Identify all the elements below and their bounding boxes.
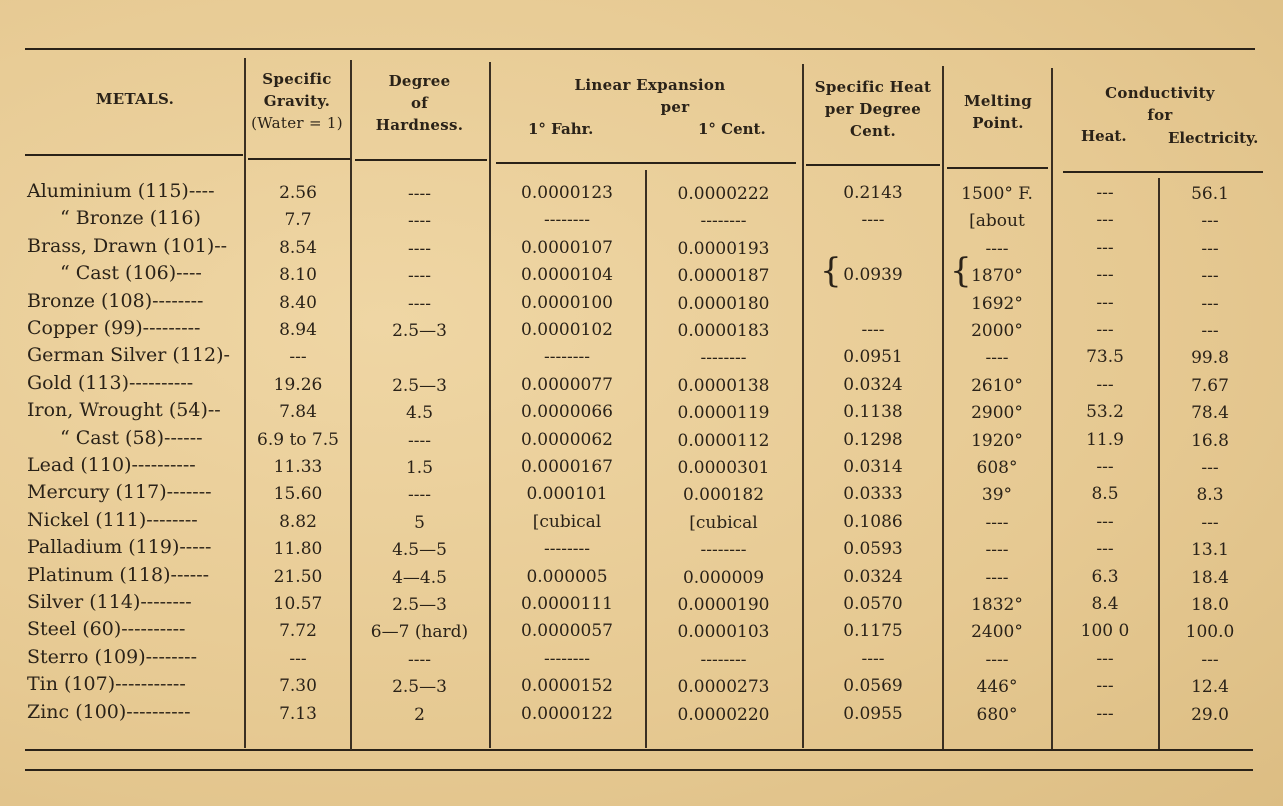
cond-electricity-cell: --- [1201, 294, 1219, 314]
specific-heat-cell [806, 290, 940, 317]
header-specific-heat [806, 76, 940, 142]
gravity-cell: 7.13 [279, 704, 317, 724]
metal-name-cell: “ Bronze (116) [60, 207, 201, 229]
header-hardness-line-2: of [410, 94, 429, 112]
expansion-fahr-cell: 0.0000062 [521, 430, 613, 450]
hardness-cell: ---- [408, 184, 431, 204]
specific-heat-cell: 0.0593 [843, 539, 903, 559]
header-heat-line-1: Specific Heat [814, 78, 932, 96]
header-gravity-line-3: (Water = 1) [251, 114, 343, 132]
gravity-cell: 8.10 [279, 265, 317, 285]
header-conductivity-line-2: for [1147, 106, 1173, 124]
gravity-cell: 7.30 [279, 676, 317, 696]
melting-point-cell: ---- [985, 239, 1009, 259]
expansion-cent-cell: 0.0000180 [677, 294, 770, 314]
melting-point-cell: 1500° F. [961, 184, 1033, 204]
hardness-cell: 2.5—3 [392, 376, 447, 396]
gravity-cell: 10.57 [273, 594, 323, 614]
header-heat-line-2: per Degree [824, 100, 922, 118]
gravity-cell: 8.94 [279, 320, 317, 340]
metal-name-cell: Mercury (117)------- [27, 481, 212, 503]
col-divider-1 [244, 58, 246, 748]
cond-heat-cell: 8.5 [1091, 484, 1119, 504]
header-gravity-line-2: Gravity. [263, 92, 331, 110]
header-rule-heat [806, 164, 940, 166]
header-melting-line-2: Point. [972, 114, 1024, 132]
header-rule-expansion [496, 162, 796, 164]
specific-heat-cell: 0.1298 [843, 430, 903, 450]
cond-heat-cell: 8.4 [1091, 594, 1119, 614]
cond-electricity-cell: 100.0 [1185, 622, 1235, 642]
specific-heat-cell: ---- [861, 210, 885, 230]
header-hardness-line-1: Degree [388, 72, 451, 90]
gravity-cell: 2.56 [279, 183, 317, 203]
brace-specific-heat: { [820, 251, 842, 291]
header-expansion [500, 74, 800, 118]
gravity-cell: 19.26 [273, 375, 323, 395]
gravity-cell: --- [289, 649, 307, 669]
cond-electricity-cell: --- [1201, 513, 1219, 533]
bottom-rule [25, 749, 1253, 751]
specific-heat-cell: 0.0939 [843, 265, 903, 285]
header-rule-hardness [355, 159, 487, 161]
hardness-cell: 5 [414, 513, 425, 533]
expansion-cent-cell: 0.0000103 [677, 622, 770, 642]
melting-point-cell: 1920° [971, 431, 1023, 451]
expansion-cent-cell: -------- [700, 348, 747, 368]
header-rule-gravity [248, 158, 350, 160]
metal-name-cell: Aluminium (115)---- [27, 180, 215, 202]
specific-heat-cell: 0.1138 [843, 402, 903, 422]
specific-heat-cell: 0.0570 [843, 594, 903, 614]
expansion-fahr-cell: 0.0000111 [521, 594, 613, 614]
header-metals-label: METALS. [95, 90, 175, 108]
melting-point-cell: 2000° [971, 321, 1023, 341]
metal-name-cell: Iron, Wrought (54)-- [27, 399, 221, 421]
melting-point-cell: 608° [976, 458, 1018, 478]
cond-heat-cell: 11.9 [1086, 430, 1124, 450]
expansion-fahr-cell: -------- [544, 539, 590, 559]
melting-point-cell: ---- [985, 540, 1009, 560]
hardness-cell: 1.5 [405, 458, 434, 478]
gravity-cell: 8.54 [279, 238, 317, 258]
hardness-cell [352, 345, 487, 372]
specific-heat-cell: ---- [861, 320, 885, 340]
hardness-cell: 4.5 [405, 403, 434, 423]
specific-heat-cell: 0.2143 [843, 183, 903, 203]
header-melting [945, 90, 1051, 134]
melting-point-cell: 446° [976, 677, 1018, 697]
hardness-cell: ---- [408, 485, 431, 505]
melting-point-cell: ---- [985, 568, 1009, 588]
metal-name-cell: Palladium (119)----- [27, 536, 212, 558]
cond-heat-cell: 73.5 [1086, 347, 1124, 367]
cond-heat-cell: 53.2 [1086, 402, 1124, 422]
gravity-cell: 8.40 [279, 293, 317, 313]
hardness-cell: ---- [408, 294, 431, 314]
expansion-fahr-cell: 0.0000066 [521, 402, 613, 422]
melting-point-cell: 2400° [971, 622, 1023, 642]
metal-name-cell: “ Cast (58)------ [60, 427, 203, 449]
metal-name-cell: Sterro (109)-------- [27, 646, 197, 668]
melting-point-cell: 680° [976, 705, 1018, 725]
expansion-fahr-cell: 0.0000123 [521, 183, 613, 203]
header-hardness [350, 70, 489, 136]
hardness-cell: ---- [408, 431, 431, 451]
hardness-cell: ---- [408, 211, 431, 231]
cond-electricity-cell: --- [1201, 266, 1219, 286]
specific-heat-cell: ---- [861, 649, 885, 669]
metal-name-cell: Zinc (100)---------- [27, 701, 191, 723]
header-gravity-line-1: Specific [262, 70, 332, 88]
header-expansion-line-1: Linear Expansion [574, 76, 726, 94]
expansion-fahr-cell: 0.0000107 [521, 238, 613, 258]
cond-heat-cell: --- [1096, 649, 1114, 669]
header-rule-conductivity [1063, 171, 1263, 173]
cond-heat-cell: --- [1096, 457, 1114, 477]
expansion-cent-cell: -------- [700, 650, 747, 670]
expansion-cent-cell: 0.0000183 [677, 321, 770, 341]
cond-electricity-cell: 8.3 [1196, 485, 1224, 505]
expansion-fahr-cell: -------- [544, 649, 590, 669]
gravity-cell: 8.82 [279, 512, 317, 532]
cond-electricity-cell: 12.4 [1191, 677, 1229, 697]
melting-point-cell: 2610° [971, 376, 1023, 396]
specific-heat-cell: 0.0955 [843, 704, 903, 724]
expansion-cent-cell: 0.0000119 [677, 403, 770, 423]
header-melting-line-1: Melting [964, 92, 1032, 110]
header-hardness-line-3: Hardness. [375, 116, 464, 134]
metal-name-cell: Silver (114)-------- [27, 591, 192, 613]
specific-heat-cell: 0.0324 [843, 375, 903, 395]
expansion-fahr-cell: [cubical [532, 512, 602, 532]
expansion-fahr-cell: 0.0000122 [521, 704, 613, 724]
metal-name-cell: Bronze (108)-------- [27, 290, 204, 312]
expansion-fahr-cell: 0.0000167 [521, 457, 613, 477]
expansion-fahr-cell: 0.0000102 [521, 320, 613, 340]
melting-point-cell: 39° [981, 485, 1013, 505]
header-conductivity-line-1: Conductivity [1105, 84, 1215, 102]
expansion-fahr-cell: 0.0000077 [521, 375, 613, 395]
cond-heat-cell: --- [1096, 320, 1114, 340]
cond-electricity-cell: 29.0 [1191, 705, 1229, 725]
expansion-fahr-cell: -------- [544, 347, 590, 367]
cond-electricity-cell: --- [1201, 211, 1219, 231]
cond-electricity-cell: --- [1201, 321, 1219, 341]
gravity-cell: 7.84 [279, 402, 317, 422]
gravity-cell: --- [289, 347, 307, 367]
hardness-cell: 6—7 (hard) [370, 622, 469, 642]
gravity-cell: 11.33 [273, 457, 323, 477]
expansion-cent-cell: 0.0000190 [677, 595, 770, 615]
hardness-cell: 4—4.5 [392, 568, 447, 588]
cond-heat-cell: --- [1096, 183, 1114, 203]
expansion-cent-cell: [cubical [689, 513, 758, 533]
specific-heat-cell: 0.0333 [843, 484, 903, 504]
cond-heat-cell: --- [1096, 265, 1114, 285]
metal-name-cell: Lead (110)---------- [27, 454, 196, 476]
cond-electricity-cell: --- [1201, 458, 1219, 478]
expansion-fahr-cell: 0.0000104 [521, 265, 613, 285]
hardness-cell: ---- [408, 266, 431, 286]
metal-name-cell: Copper (99)--------- [27, 317, 201, 339]
cond-heat-cell: --- [1096, 539, 1114, 559]
specific-heat-cell: 0.1086 [843, 512, 903, 532]
cond-heat-cell: 100 0 [1080, 621, 1130, 641]
col-divider-6 [1051, 68, 1053, 749]
melting-point-cell: [about [969, 211, 1025, 231]
specific-heat-cell: 0.0951 [843, 347, 903, 367]
expansion-cent-cell: 0.0000301 [677, 458, 770, 478]
metal-name-cell: German Silver (112)- [27, 344, 230, 366]
metal-name-cell: Brass, Drawn (101)-- [27, 235, 228, 257]
specific-heat-cell: 0.1175 [843, 621, 903, 641]
header-cent: 1° Cent. [698, 120, 766, 138]
cond-heat-cell: --- [1096, 210, 1114, 230]
gravity-cell: 11.80 [273, 539, 323, 559]
expansion-cent-cell: 0.000009 [682, 568, 765, 588]
hardness-cell: 4.5—5 [392, 540, 447, 560]
top-rule [25, 48, 1255, 50]
specific-heat-cell: 0.0569 [843, 676, 903, 696]
cond-electricity-cell: 16.8 [1191, 431, 1229, 451]
header-conductivity [1060, 82, 1260, 126]
header-cond-electricity: Electricity. [1168, 129, 1259, 147]
melting-point-cell: 1692° [971, 294, 1023, 314]
expansion-fahr-cell: 0.0000057 [521, 621, 613, 641]
cond-electricity-cell: 56.1 [1191, 184, 1229, 204]
expansion-cent-cell: -------- [700, 540, 747, 560]
header-rule-metals [25, 154, 243, 156]
specific-heat-cell: 0.0314 [843, 457, 903, 477]
metal-name-cell: Nickel (111)-------- [27, 509, 198, 531]
header-metals [40, 88, 230, 110]
cond-heat-cell: --- [1096, 704, 1114, 724]
hardness-cell: 2.5—3 [392, 321, 447, 341]
expansion-cent-cell: 0.0000273 [677, 677, 770, 697]
cond-electricity-cell: 18.0 [1191, 595, 1229, 615]
col-divider-3 [489, 62, 491, 748]
brace-melting: { [950, 251, 972, 291]
expansion-cent-cell: 0.000182 [682, 485, 765, 505]
gravity-cell: 21.50 [273, 567, 323, 587]
expansion-fahr-cell: 0.0000152 [521, 676, 613, 696]
expansion-fahr-cell: 0.000005 [526, 567, 608, 587]
expansion-fahr-cell: -------- [544, 210, 590, 230]
gravity-cell: 15.60 [273, 484, 323, 504]
expansion-cent-cell: 0.0000193 [677, 239, 770, 259]
metal-name-cell: Platinum (118)------ [27, 564, 210, 586]
expansion-fahr-cell: 0.000101 [526, 484, 608, 504]
cond-heat-cell: 6.3 [1091, 567, 1119, 587]
melting-point-cell: 2900° [971, 403, 1023, 423]
cond-heat-cell: --- [1096, 293, 1114, 313]
expansion-fahr-cell: 0.0000100 [521, 293, 613, 313]
col-divider-4 [802, 64, 804, 748]
hardness-cell: 2.5—3 [392, 677, 447, 697]
expansion-cent-cell: 0.0000222 [677, 184, 770, 204]
metal-name-cell: Gold (113)---------- [27, 372, 194, 394]
hardness-cell: 2.5—3 [392, 595, 447, 615]
cond-electricity-cell: 13.1 [1191, 540, 1229, 560]
header-fahr: 1° Fahr. [528, 120, 594, 138]
bottom-rule-thin [25, 769, 1253, 771]
header-cond-heat: Heat. [1081, 127, 1127, 145]
header-gravity [244, 68, 350, 134]
metal-name-cell: Tin (107)----------- [27, 673, 186, 695]
specific-heat-cell: 0.0324 [843, 567, 903, 587]
cond-electricity-cell: --- [1201, 239, 1219, 259]
cond-heat-cell: --- [1096, 512, 1114, 532]
cond-electricity-cell: 78.4 [1191, 403, 1229, 423]
metal-name-cell: “ Cast (106)---- [60, 262, 202, 284]
melting-point-cell: ---- [985, 650, 1009, 670]
expansion-cent-cell: 0.0000187 [677, 266, 770, 286]
metal-name-cell: Steel (60)---------- [27, 618, 186, 640]
expansion-cent-cell: 0.0000112 [677, 431, 770, 451]
gravity-cell: 7.72 [279, 621, 317, 641]
header-expansion-line-2: per [660, 98, 690, 116]
cond-heat-cell: --- [1096, 676, 1114, 696]
cond-electricity-cell: 7.67 [1191, 376, 1229, 396]
cond-electricity-cell: 99.8 [1191, 348, 1229, 368]
melting-point-cell: 1832° [971, 595, 1023, 615]
hardness-cell: ---- [408, 239, 431, 259]
expansion-cent-cell: -------- [700, 211, 747, 231]
expansion-cent-cell: 0.0000220 [677, 705, 770, 725]
hardness-cell: ---- [408, 650, 431, 670]
gravity-cell: 7.7 [284, 210, 312, 230]
expansion-cent-cell: 0.0000138 [677, 376, 770, 396]
cond-heat-cell: --- [1096, 238, 1114, 258]
cond-electricity-cell: --- [1201, 650, 1219, 670]
melting-point-cell: 1870° [971, 266, 1023, 286]
gravity-cell: 6.9 to 7.5 [257, 430, 339, 450]
header-rule-melting [947, 167, 1048, 169]
melting-point-cell: ---- [985, 348, 1009, 368]
header-heat-line-3: Cent. [849, 122, 897, 140]
melting-point-cell: ---- [985, 513, 1009, 533]
cond-electricity-cell: 18.4 [1191, 568, 1229, 588]
hardness-cell: 2 [414, 705, 425, 725]
cond-heat-cell: --- [1096, 375, 1114, 395]
